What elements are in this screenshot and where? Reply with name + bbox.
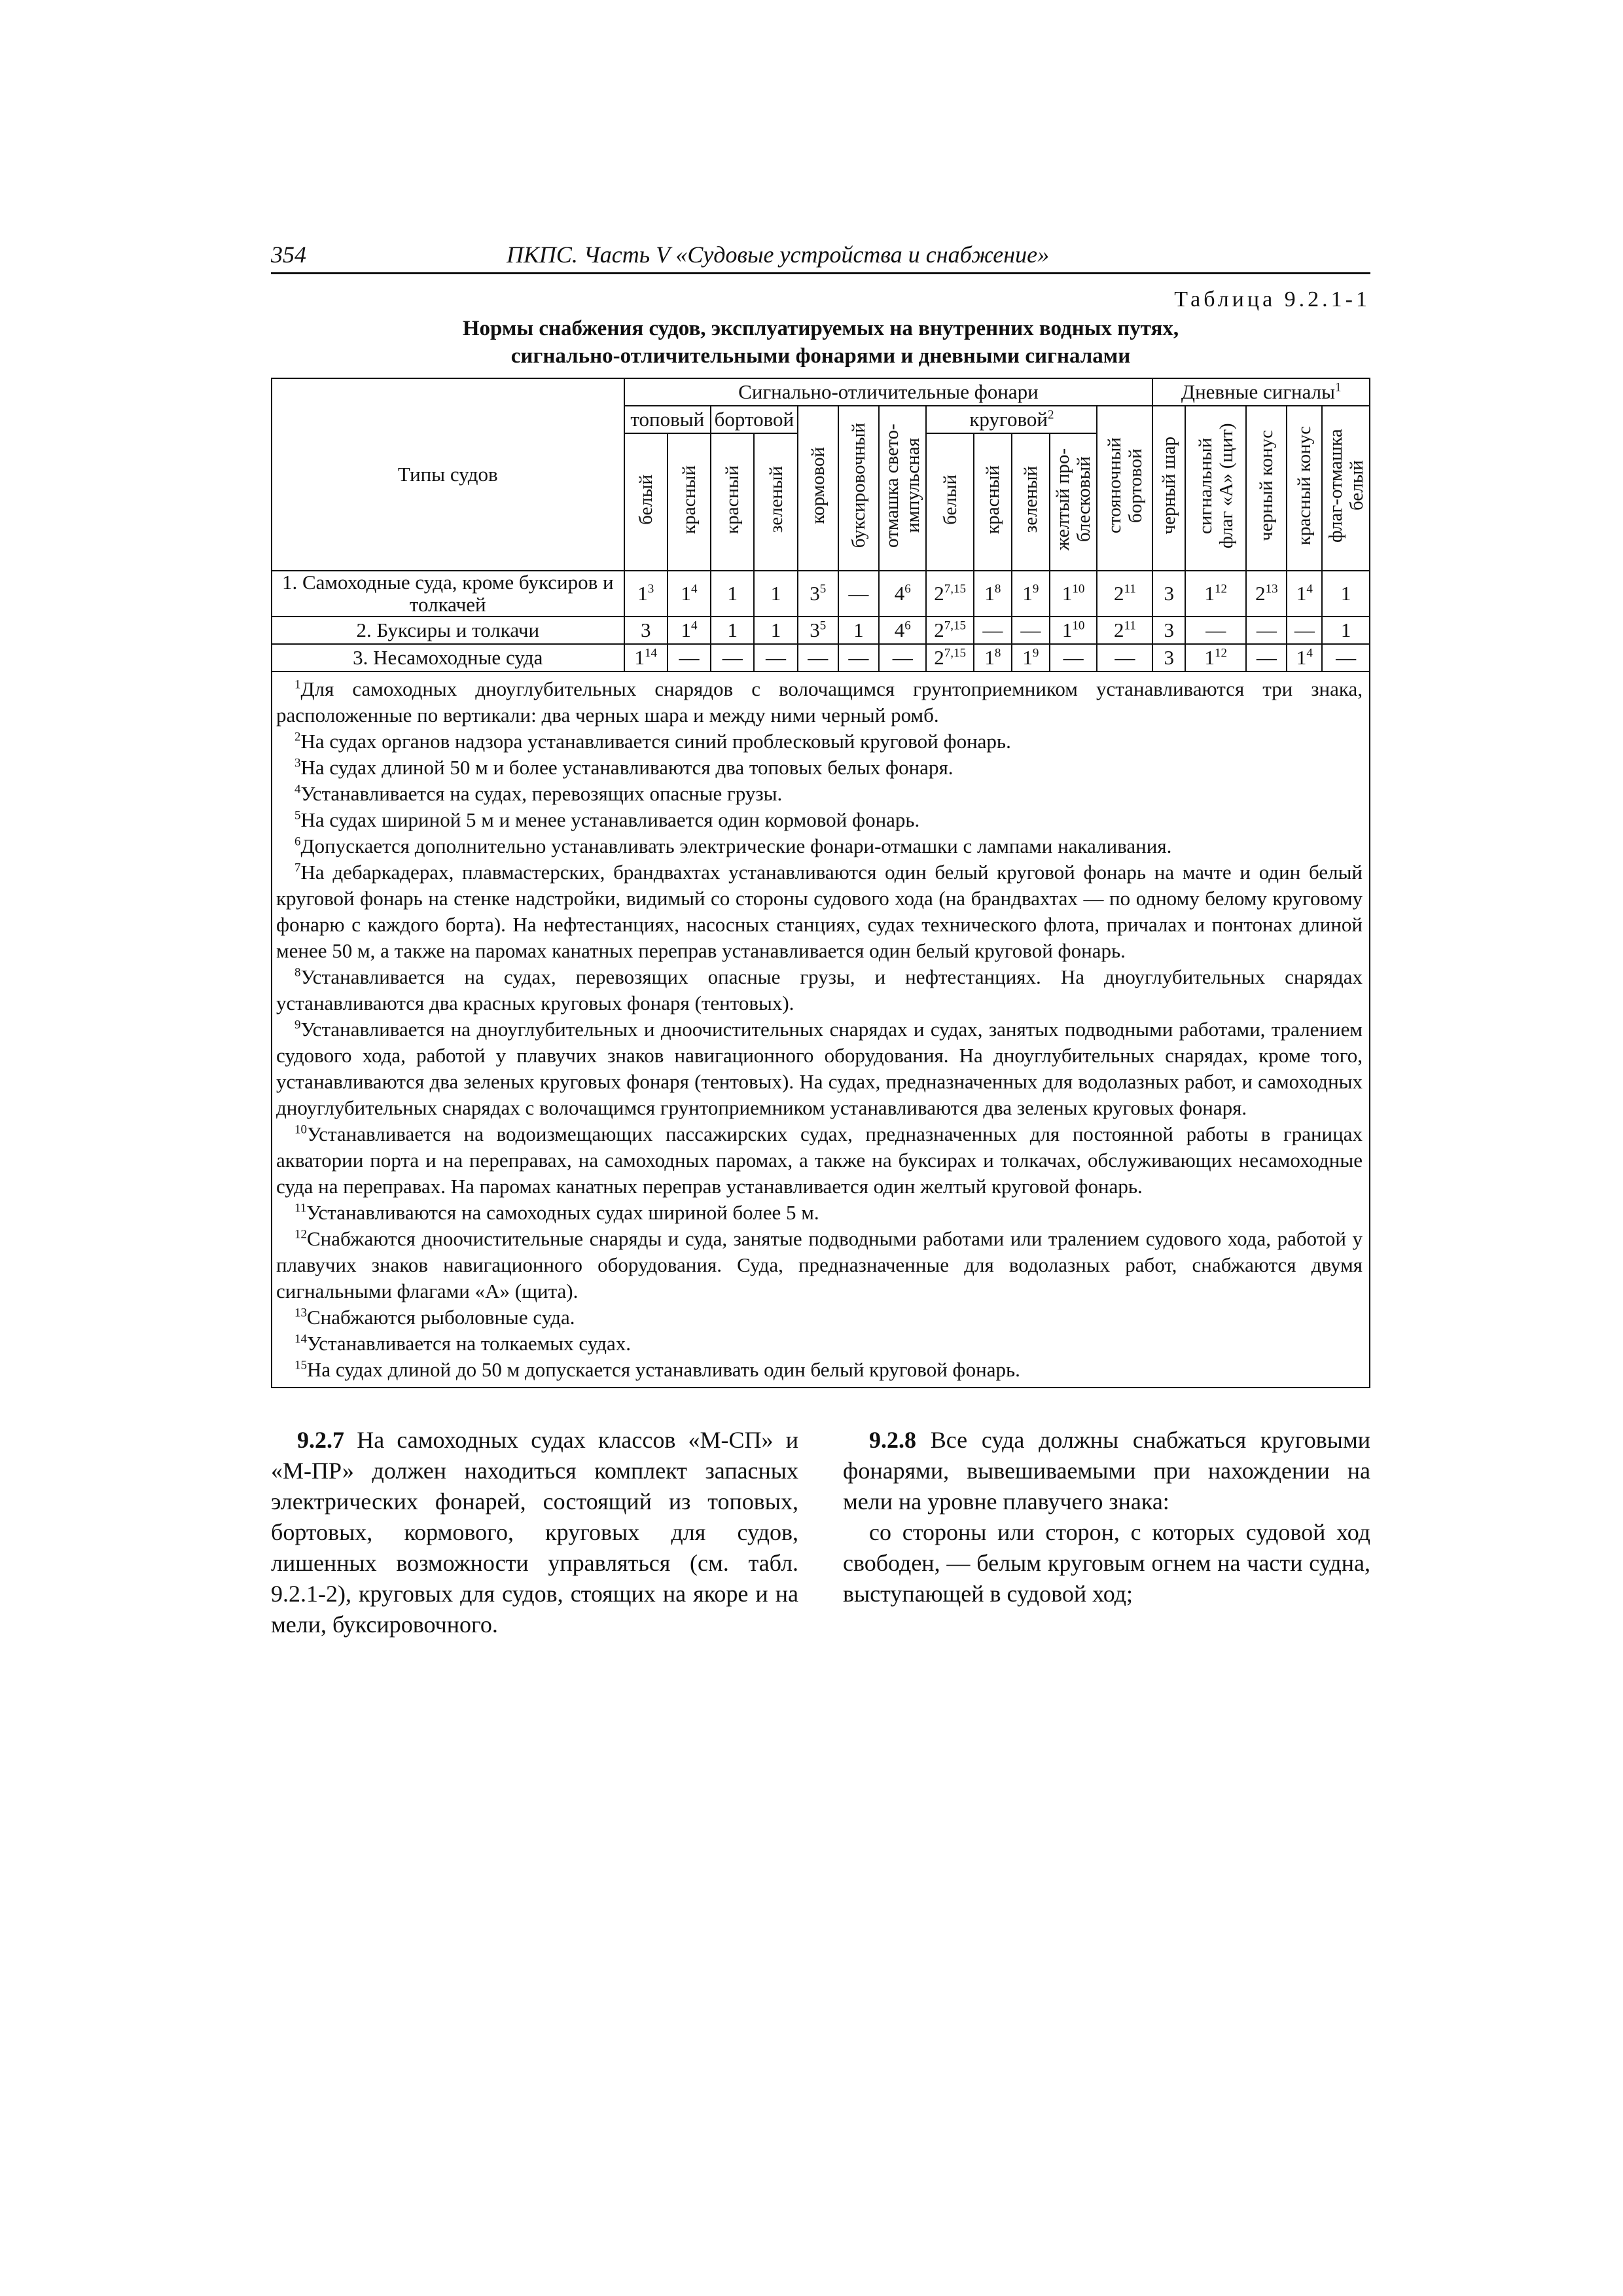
footnote-text: Устанавливается на судах, перевозящих опасные грузы, и нефтестанциях. На дноуглубительных снарядах устанавливаются два красных круговых фонаря (тентовых).: [276, 965, 1363, 1014]
footnote-number: 4: [294, 782, 301, 797]
footnote-number: 7: [294, 861, 301, 875]
group-day-text: Дневные сигналы: [1181, 380, 1335, 403]
footnote: [276, 1304, 1363, 1331]
footnote-number: 11: [294, 1201, 307, 1215]
footnote: [276, 807, 1363, 833]
footnote-number: 1: [294, 677, 301, 692]
table-cell: [1152, 571, 1185, 617]
cell-value: 4: [894, 619, 905, 641]
footnote-number: 9: [294, 1018, 301, 1032]
table-cell: [624, 571, 668, 617]
footnote: [276, 1121, 1363, 1200]
footnote: [276, 833, 1363, 859]
col-flash-text: отмашка свето-импульсная: [882, 423, 924, 548]
footnote-number: 15: [294, 1358, 307, 1372]
table-cell: [838, 644, 879, 672]
footnote-number: 13: [294, 1306, 307, 1320]
cell-footnote-ref: 4: [690, 619, 698, 633]
table-cell: [1185, 644, 1246, 672]
cell-footnote-ref: 3: [647, 582, 654, 596]
cell-value: 1: [1204, 582, 1215, 605]
col-circ-green-text: зеленый: [1020, 465, 1041, 533]
vessel-type-cell: 2. Буксиры и толкачи: [272, 617, 624, 644]
cell-value: 1: [1340, 619, 1351, 641]
footnote-text: На судах органов надзора устанавливается синий проблесковый круговой фонарь.: [300, 730, 1011, 753]
cell-value: 2: [1113, 582, 1124, 605]
subheader-side: бортовой: [711, 406, 798, 433]
cell-value: 1: [1296, 582, 1307, 605]
footnote: [276, 1331, 1363, 1357]
cell-value: 2: [1113, 619, 1124, 641]
footnote: [276, 859, 1363, 964]
col-top-white-text: белый: [635, 474, 656, 525]
cell-value: 2: [1255, 582, 1266, 605]
sub-circ-text: круговой: [969, 408, 1048, 431]
clause-text-9-2-8: Все суда должны снабжаться круговыми фонарями, вывешиваемыми при нахождении на мели на уровне плавучего знака:: [843, 1427, 1370, 1515]
cell-value: 1: [1022, 646, 1033, 669]
table-row: [272, 571, 1370, 617]
footnote-text: Для самоходных дноуглубительных снарядов с волочащимся грунтоприемником устанавливаются три знака, расположенные по вертикали: два черных шара и между ними черный ромб.: [276, 677, 1363, 726]
table-cell: [1287, 571, 1322, 617]
col-circ-red-text: красный: [982, 465, 1003, 534]
cell-value: —: [1205, 619, 1226, 641]
footnote: [276, 1226, 1363, 1304]
table-cell: [1185, 571, 1246, 617]
cell-value: —: [848, 582, 869, 605]
vessel-type-cell: 3. Несамоходные суда: [272, 644, 624, 672]
cell-footnote-ref: 9: [1032, 646, 1039, 660]
clause-number-9-2-8: 9.2.8: [869, 1427, 916, 1453]
footnote-number: 6: [294, 834, 301, 849]
cell-value: —: [892, 646, 913, 669]
col-day-flag: [1185, 406, 1246, 571]
table-cell: [974, 571, 1012, 617]
cell-value: —: [679, 646, 700, 669]
table-cell: [879, 571, 926, 617]
footnote-number: 2: [294, 730, 301, 744]
table-cell: [711, 644, 754, 672]
cell-value: 1: [770, 619, 781, 641]
col-day-cone-black-text: черный конус: [1256, 430, 1277, 541]
cell-value: 3: [640, 619, 651, 641]
table-footnotes: [271, 672, 1370, 1388]
col-top-red-text: красный: [678, 465, 700, 534]
col-day-cone-red-text: красный конус: [1294, 425, 1315, 546]
cell-footnote-ref: 5: [819, 619, 827, 633]
cell-footnote-ref: 5: [819, 582, 827, 596]
col-stern-text: кормовой: [807, 447, 829, 524]
table-cell: [754, 617, 797, 644]
cell-footnote-ref: 6: [904, 582, 911, 596]
col-day-flag-text: сигнальный флаг «А» (щит): [1194, 423, 1237, 548]
table-title-line-1: Нормы снабжения судов, эксплуатируемых на внутренних водных путях,: [462, 317, 1179, 340]
footnote: [276, 676, 1363, 728]
cell-value: —: [808, 646, 829, 669]
group-day-sup: 1: [1334, 380, 1342, 395]
col-anchor-text: стояночный бортовой: [1103, 437, 1146, 534]
cell-value: 1: [1340, 582, 1351, 605]
table-cell: [1185, 617, 1246, 644]
footnote-text: Устанавливается на водоизмещающих пассажирских судах, предназначенных для постоянной работы в границах акватории порта и на переправах, на самоходных паромах, а также на буксирах и толкачах, обслуживающих несамоходные суда на переправах. На паромах канатных переправ устанавливается один желтый круговой фонарь.: [276, 1122, 1363, 1198]
cell-footnote-ref: 11: [1124, 619, 1136, 633]
col-side-red: [711, 433, 754, 571]
table-cell: [926, 571, 973, 617]
col-day-ball: [1152, 406, 1185, 571]
col-side-red-text: красный: [722, 465, 743, 534]
cell-value: 1: [727, 582, 738, 605]
cell-value: —: [848, 646, 869, 669]
table-cell: [1050, 644, 1097, 672]
footnote-number: 5: [294, 808, 301, 823]
cell-value: 1: [984, 582, 995, 605]
cell-footnote-ref: 7,15: [944, 619, 967, 633]
clause-number-9-2-7: 9.2.7: [297, 1427, 344, 1453]
document-page: [271, 236, 1370, 1640]
cell-value: —: [1336, 646, 1357, 669]
cell-value: 1: [984, 646, 995, 669]
cell-value: 1: [853, 619, 864, 641]
vessel-type-cell: 1. Самоходные суда, кроме буксиров и толкачей: [272, 571, 624, 617]
footnote-text: Устанавливается на судах, перевозящих опасные грузы.: [300, 782, 783, 805]
footnote: [276, 1200, 1363, 1226]
cell-footnote-ref: 7,15: [944, 582, 967, 596]
running-title: ПКПС. Часть V «Судовые устройства и снабжение»: [507, 242, 1050, 268]
group-header-lights: Сигнально-отличительные фонари: [624, 378, 1153, 406]
clause-text-9-2-7: На самоходных судах классов «М-СП» и «М-ПР» должен находиться комплект запасных электрических фонарей, состоящий из топовых, бортовых, кормового, круговых для судов, лишенных возможности управляться (см. табл. 9.2.1-2), круговых для судов, стоящих на якоре и на мели, буксировочного.: [271, 1427, 799, 1638]
footnote-text: Устанавливается на дноуглубительных и дноочистительных снарядах и судах, занятых подводными работами, тралением судового хода, работой у плавучих знаков навигационного оборудования. На дноуглубительных снарядах, кроме того, устанавливаются два зеленых круговых фонаря (тентовых). На судах, предназначенных для водолазных работ, и самоходных дноуглубительных снарядах с волочащимся грунтоприемником устанавливаются два зеленых круговых фонаря.: [276, 1018, 1363, 1119]
table-cell: [754, 571, 797, 617]
footnote-text: Допускается дополнительно устанавливать электрические фонари-отмашки с лампами накаливания.: [300, 834, 1172, 857]
cell-value: 1: [1022, 582, 1033, 605]
table-cell: [1050, 617, 1097, 644]
table-cell: [1097, 644, 1152, 672]
cell-footnote-ref: 12: [1214, 582, 1227, 596]
table-cell: [974, 644, 1012, 672]
table-cell: [1012, 644, 1050, 672]
table-cell: [974, 617, 1012, 644]
col-day-ball-text: черный шар: [1158, 437, 1180, 535]
footnote-text: На судах длиной до 50 м допускается устанавливать один белый круговой фонарь.: [307, 1358, 1020, 1381]
footnote: [276, 728, 1363, 755]
footnote-text: На судах шириной 5 м и менее устанавливается один кормовой фонарь.: [300, 808, 920, 831]
footnote-text: Снабжаются дноочистительные снаряды и суда, занятые подводными работами или тралением судового хода, работой у плавучих знаков навигационного оборудования. Суда, предназначенные для водолазных работ, снабжаются двумя сигнальными флагами «А» (щита).: [276, 1227, 1363, 1302]
cell-value: 1: [634, 646, 645, 669]
table-row: [272, 644, 1370, 672]
col-towing-text: буксировочный: [847, 423, 869, 548]
col-stern: [798, 406, 838, 571]
cell-value: —: [1020, 619, 1041, 641]
table-cell: [1097, 571, 1152, 617]
types-header: Типы судов: [272, 378, 624, 571]
table-cell: [798, 571, 838, 617]
cell-value: —: [766, 646, 787, 669]
left-column: [271, 1425, 798, 1640]
table-cell: [1322, 617, 1370, 644]
col-circ-green: [1012, 433, 1050, 571]
table-cell: [1287, 644, 1322, 672]
table-cell: [668, 644, 711, 672]
table-cell: [711, 617, 754, 644]
cell-footnote-ref: 12: [1214, 646, 1227, 660]
cell-value: 1: [1204, 646, 1215, 669]
cell-value: —: [1115, 646, 1135, 669]
table-cell: [879, 644, 926, 672]
cell-value: —: [982, 619, 1003, 641]
footnote: [276, 1357, 1363, 1383]
cell-value: 3: [810, 619, 820, 641]
footnote-text: На судах длиной 50 м и более устанавливаются два топовых белых фонаря.: [300, 756, 954, 779]
col-circ-yellow: [1050, 433, 1097, 571]
paragraph-9-2-7: [271, 1425, 798, 1640]
table-cell: [879, 617, 926, 644]
table-cell: [798, 644, 838, 672]
table-title: [271, 315, 1370, 370]
table-cell: [1012, 571, 1050, 617]
group-header-day: [1152, 378, 1370, 406]
cell-value: —: [1294, 619, 1315, 641]
table-row: [272, 617, 1370, 644]
table-cell: [1012, 617, 1050, 644]
footnote-number: 3: [294, 756, 301, 770]
cell-value: —: [1063, 646, 1084, 669]
col-top-white: [624, 433, 668, 571]
table-cell: [668, 571, 711, 617]
table-cell: [798, 617, 838, 644]
table-cell: [711, 571, 754, 617]
table-cell: [1152, 644, 1185, 672]
paragraph-9-2-8: [843, 1425, 1370, 1517]
col-day-white: [1322, 406, 1370, 571]
cell-footnote-ref: 4: [1306, 646, 1313, 660]
cell-value: —: [1256, 619, 1277, 641]
col-anchor: [1097, 406, 1152, 571]
col-towing: [838, 406, 879, 571]
cell-footnote-ref: 11: [1124, 582, 1136, 596]
footnote-text: На дебаркадерах, плавмастерских, брандвахтах устанавливаются один белый круговой фонарь на мачте и один белый круговой фонарь на стенке надстройки, видимый со стороны судового хода (на брандвахтах — по одному белому круговому фонарю с каждого борта). На нефтестанциях, насосных станциях, судах технического флота, причалах и понтонах длиной менее 50 м, а также на паромах канатных переправ устанавливается один белый круговой фонарь.: [276, 861, 1363, 962]
col-day-cone-black: [1246, 406, 1287, 571]
cell-value: 1: [1061, 619, 1073, 641]
cell-value: 1: [1061, 582, 1073, 605]
cell-footnote-ref: 14: [644, 646, 657, 660]
col-circ-yellow-text: желтый про-блесковый: [1052, 448, 1095, 551]
table-label: Таблица 9.2.1-1: [1174, 287, 1370, 312]
table-cell: [624, 644, 668, 672]
cell-value: 1: [681, 619, 691, 641]
footnote: [276, 1016, 1363, 1121]
paragraph-9-2-8-item: со стороны или сторон, с которых судовой ход свободен, — белым круговым огнем на части судна, выступающей в судовой ход;: [843, 1519, 1370, 1607]
sub-circ-sup: 2: [1047, 408, 1054, 422]
cell-footnote-ref: 7,15: [944, 646, 967, 660]
cell-value: 1: [681, 582, 691, 605]
table-cell: [1246, 644, 1287, 672]
cell-value: 3: [1164, 619, 1174, 641]
footnote: [276, 781, 1363, 807]
footnote: [276, 755, 1363, 781]
cell-footnote-ref: 8: [994, 646, 1001, 660]
cell-footnote-ref: 10: [1072, 582, 1085, 596]
page-number: 354: [271, 242, 306, 268]
cell-footnote-ref: 4: [1306, 582, 1313, 596]
body-columns: [271, 1425, 1370, 1640]
table-cell: [1322, 571, 1370, 617]
cell-value: 3: [1164, 582, 1174, 605]
table-cell: [1287, 617, 1322, 644]
table-cell: [668, 617, 711, 644]
cell-footnote-ref: 8: [994, 582, 1001, 596]
footnote-number: 8: [294, 965, 301, 980]
col-circ-red: [974, 433, 1012, 571]
cell-footnote-ref: 4: [690, 582, 698, 596]
cell-value: 1: [770, 582, 781, 605]
footnote-text: Устанавливается на толкаемых судах.: [307, 1332, 632, 1355]
subheader-top: топовый: [624, 406, 711, 433]
cell-footnote-ref: 13: [1265, 582, 1278, 596]
cell-footnote-ref: 9: [1032, 582, 1039, 596]
cell-value: 1: [637, 582, 648, 605]
cell-value: —: [722, 646, 743, 669]
col-day-white-text: флаг-отмашка белый: [1325, 429, 1367, 543]
table-cell: [838, 571, 879, 617]
cell-footnote-ref: 10: [1072, 619, 1085, 633]
cell-value: 2: [934, 582, 944, 605]
cell-value: 1: [727, 619, 738, 641]
table-cell: [754, 644, 797, 672]
cell-value: 2: [934, 619, 944, 641]
cell-value: 3: [810, 582, 820, 605]
col-top-red: [668, 433, 711, 571]
table-cell: [926, 644, 973, 672]
right-column: [843, 1425, 1370, 1640]
col-circ-white-text: белый: [939, 474, 961, 525]
table-cell: [1097, 617, 1152, 644]
col-circ-white: [926, 433, 973, 571]
footnote-number: 10: [294, 1122, 307, 1137]
col-flash: [879, 406, 926, 571]
norms-table: [271, 378, 1370, 672]
footnote-text: Устанавливаются на самоходных судах шириной более 5 м.: [306, 1201, 819, 1224]
table-title-line-2: сигнально-отличительными фонарями и дневными сигналами: [510, 344, 1131, 368]
footnote: [276, 964, 1363, 1016]
cell-value: 3: [1164, 646, 1174, 669]
col-side-green-text: зеленый: [765, 465, 787, 533]
table-cell: [1322, 644, 1370, 672]
cell-value: —: [1256, 646, 1277, 669]
cell-value: 4: [894, 582, 905, 605]
subheader-circular: [926, 406, 1097, 433]
cell-value: 1: [1296, 646, 1307, 669]
cell-footnote-ref: 6: [904, 619, 911, 633]
table-body: [272, 571, 1370, 672]
table-cell: [926, 617, 973, 644]
running-header: [271, 236, 1370, 274]
table-cell: [1152, 617, 1185, 644]
table-cell: [838, 617, 879, 644]
col-side-green: [754, 433, 797, 571]
col-day-cone-red: [1287, 406, 1322, 571]
table-cell: [1050, 571, 1097, 617]
table-cell: [1246, 571, 1287, 617]
cell-value: 2: [934, 646, 944, 669]
footnote-number: 12: [294, 1227, 307, 1242]
footnote-text: Снабжаются рыболовные суда.: [307, 1306, 575, 1329]
footnote-number: 14: [294, 1332, 307, 1346]
table-cell: [1246, 617, 1287, 644]
table-cell: [624, 617, 668, 644]
